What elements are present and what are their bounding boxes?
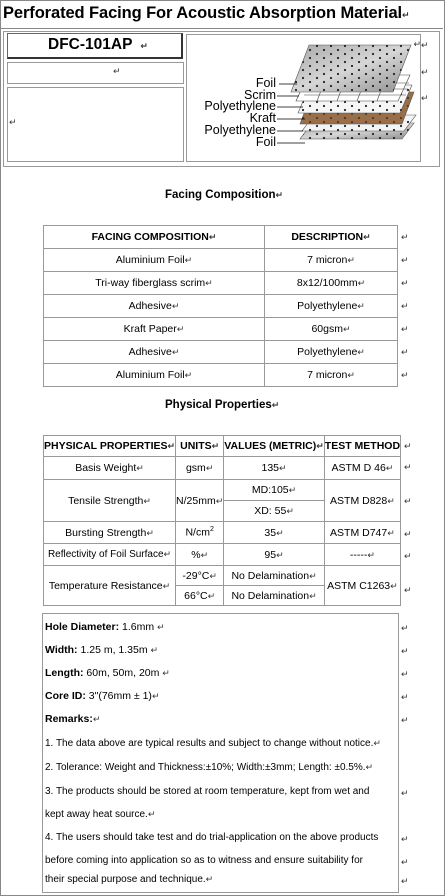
blank-cell: ↵ <box>7 87 184 162</box>
layer-label: Kraft <box>249 111 276 125</box>
product-code: DFC-101AP ↵ <box>48 36 148 53</box>
table-row: Kraft Paper↵ 60gsm↵ <box>44 318 398 341</box>
remark-3: 3. The products should be stored at room temperature, kept from wet and <box>45 786 370 797</box>
physical-properties-table: PHYSICAL PROPERTIES↵ UNITS↵ VALUES (METRIC)↵ TEST METHOD Basis Weight↵ gsm↵ 135↵ ASTM D 46↵ Tensile Strength↵ N/25mm↵ MD:105↵ ASTM D828↵ XD: 55↵ Bursting Strength↵ $N/cm^2$ 35↵ ASTM D747↵ Reflectivity of Foil Surface↵ %↵ 95↵ -----↵ Temperature Resistance↵ -29°C↵ No Delamination↵ ASTM C1263↵ 66°C↵ No Delamination↵ <box>43 435 401 606</box>
layer-label: Polyethylene <box>204 99 276 113</box>
remark-4: 4. The users should take test and do trial-application on the above products <box>45 832 379 843</box>
column-header: UNITS↵ <box>176 436 224 457</box>
physical-heading: Physical Properties↵ <box>165 399 280 411</box>
remark-4-end: their special purpose and technique.↵ <box>45 874 214 885</box>
hole-diameter: Hole Diameter: 1.6mm ↵ <box>45 621 165 633</box>
table-row: Aluminium Foil↵ 7 micron↵ <box>44 249 398 272</box>
layer-diagram-cell: ↵ <box>186 34 421 162</box>
table-row: Tensile Strength↵ N/25mm↵ MD:105↵ ASTM D828↵ <box>44 480 401 501</box>
table-row: Adhesive↵ Polyethylene↵ <box>44 341 398 364</box>
column-header: FACING COMPOSITION↵ <box>44 226 265 249</box>
core-id-spec: Core ID: 3"(76mm ± 1)↵ <box>45 690 160 702</box>
layer-label: Scrim <box>244 88 276 102</box>
remark-4-cont: before coming into application so as to witness and ensure suitability for <box>45 855 363 866</box>
remarks-label: Remarks:↵ <box>45 713 101 725</box>
table-row: Temperature Resistance↵ -29°C↵ No Delamination↵ ASTM C1263↵ <box>44 566 401 586</box>
table-row: Tri-way fiberglass scrim↵ 8x12/100mm↵ <box>44 272 398 295</box>
layer-diagram <box>187 35 420 161</box>
table-row: Basis Weight↵ gsm↵ 135↵ ASTM D 46↵ <box>44 457 401 480</box>
layer-label: Foil <box>255 76 276 90</box>
layer-label: Foil <box>255 135 276 149</box>
width-spec: Width: 1.25 m, 1.35m ↵ <box>45 644 159 656</box>
table-row: Reflectivity of Foil Surface↵ %↵ 95↵ -----↵ <box>44 544 401 566</box>
composition-table <box>43 225 398 387</box>
blank-cell: ↵ <box>7 62 184 84</box>
column-header: PHYSICAL PROPERTIES↵ <box>44 436 176 457</box>
page-title: Perforated Facing For Acoustic Absorption Material↵ <box>3 4 410 22</box>
column-header: DESCRIPTION↵ <box>265 226 398 249</box>
table-row: Bursting Strength↵ $N/cm^2$ 35↵ ASTM D747↵ <box>44 522 401 544</box>
remark-3-cont: kept away heat source.↵ <box>45 809 156 820</box>
length-spec: Length: 60m, 50m, 20m ↵ <box>45 667 170 679</box>
column-header: TEST METHOD <box>324 436 400 457</box>
column-header: VALUES (METRIC)↵ <box>224 436 325 457</box>
remark-1: 1. The data above are typical results and subject to change without notice.↵ <box>45 738 381 749</box>
composition-heading: Facing Composition↵ <box>165 189 284 201</box>
layer-label: Polyethylene <box>204 123 276 137</box>
remark-2: 2. Tolerance: Weight and Thickness:±10%; Width:±3mm; Length: ±0.5%.↵ <box>45 762 374 773</box>
table-row: Adhesive↵ Polyethylene↵ <box>44 295 398 318</box>
table-row: Aluminium Foil↵ 7 micron↵ <box>44 364 398 387</box>
title-divider <box>0 28 443 29</box>
